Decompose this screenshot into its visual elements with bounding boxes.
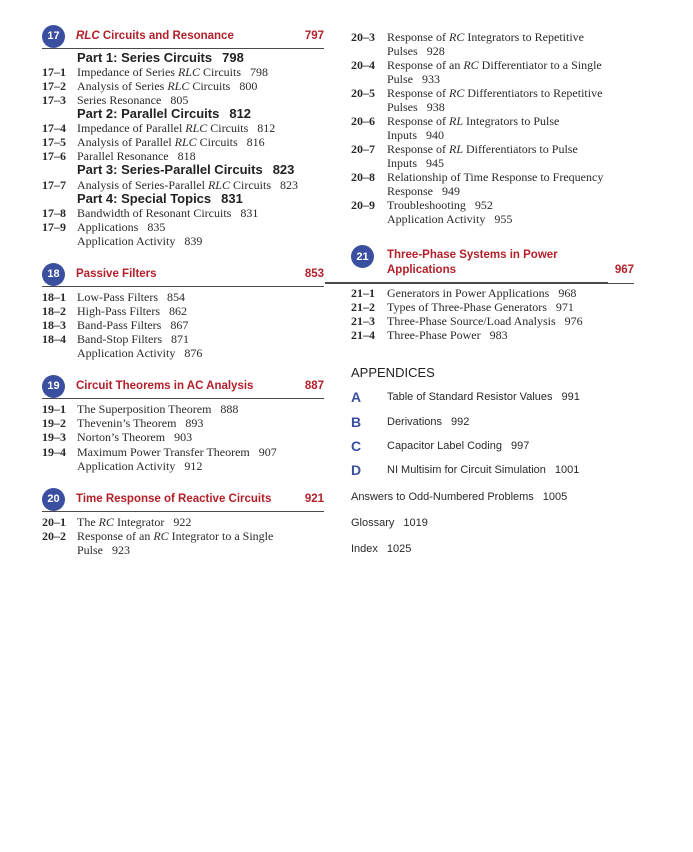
chapter-20-header[interactable]: [42, 487, 324, 512]
part-heading[interactable]: Part 4: Special Topics 831: [77, 191, 243, 206]
chapter-page: 967: [614, 264, 634, 276]
toc-entry[interactable]: 20–4 Response of an RC Differentiator to a Single Pulse 933: [351, 58, 602, 86]
chapter-title: Time Response of Reactive Circuits: [76, 493, 272, 505]
appendices-heading: APPENDICES: [351, 365, 435, 380]
index-entry[interactable]: Index 1025: [351, 543, 412, 555]
chapter-badge: 21: [351, 245, 374, 268]
chapter-title-line-1: Three-Phase Systems in Power: [387, 249, 558, 261]
chapter-17-header[interactable]: [42, 24, 324, 49]
chapter-page: 853: [304, 268, 324, 280]
chapter-badge: 20: [42, 488, 65, 511]
toc-entry[interactable]: 20–6 Response of RL Integrators to Pulse Inputs 940: [351, 114, 560, 142]
chapter-page: 921: [304, 493, 324, 505]
chapter-badge: 18: [42, 263, 65, 286]
part-heading[interactable]: Part 3: Series-Parallel Circuits 823: [77, 162, 295, 177]
part-heading[interactable]: Part 1: Series Circuits 798: [77, 50, 244, 65]
glossary-entry[interactable]: Glossary 1019: [351, 517, 428, 529]
chapter-badge: 17: [42, 25, 65, 48]
chapter-21-header-block[interactable]: [325, 244, 634, 284]
chapter-title: Passive Filters: [76, 268, 157, 280]
chapter-title-line-2: Applications: [387, 264, 457, 276]
chapter-page: 797: [304, 30, 324, 42]
chapter-18-header[interactable]: [42, 262, 324, 287]
chapter-page: 887: [304, 380, 324, 392]
toc-entry[interactable]: 20–7 Response of RL Differentiators to Pulse Inputs 945: [351, 142, 578, 170]
toc-entry[interactable]: 20–3 Response of RC Integrators to Repetitive Pulses 928: [351, 30, 584, 58]
answers-entry[interactable]: Answers to Odd-Numbered Problems 1005: [351, 491, 568, 503]
toc-entry[interactable]: 20–8 Relationship of Time Response to Frequency Response 949: [351, 170, 604, 198]
chapter-badge: 19: [42, 375, 65, 398]
chapter-title: Circuit Theorems in AC Analysis: [76, 380, 254, 392]
toc-entry[interactable]: 20–2 Response of an RC Integrator to a Single Pulse 923: [42, 529, 274, 557]
chapter-19-header[interactable]: [42, 374, 324, 399]
toc-entry[interactable]: 20–5 Response of RC Differentiators to Repetitive Pulses 938: [351, 86, 603, 114]
part-heading[interactable]: Part 2: Parallel Circuits 812: [77, 106, 252, 121]
chapter-title: RLC Circuits and Resonance: [76, 30, 234, 42]
